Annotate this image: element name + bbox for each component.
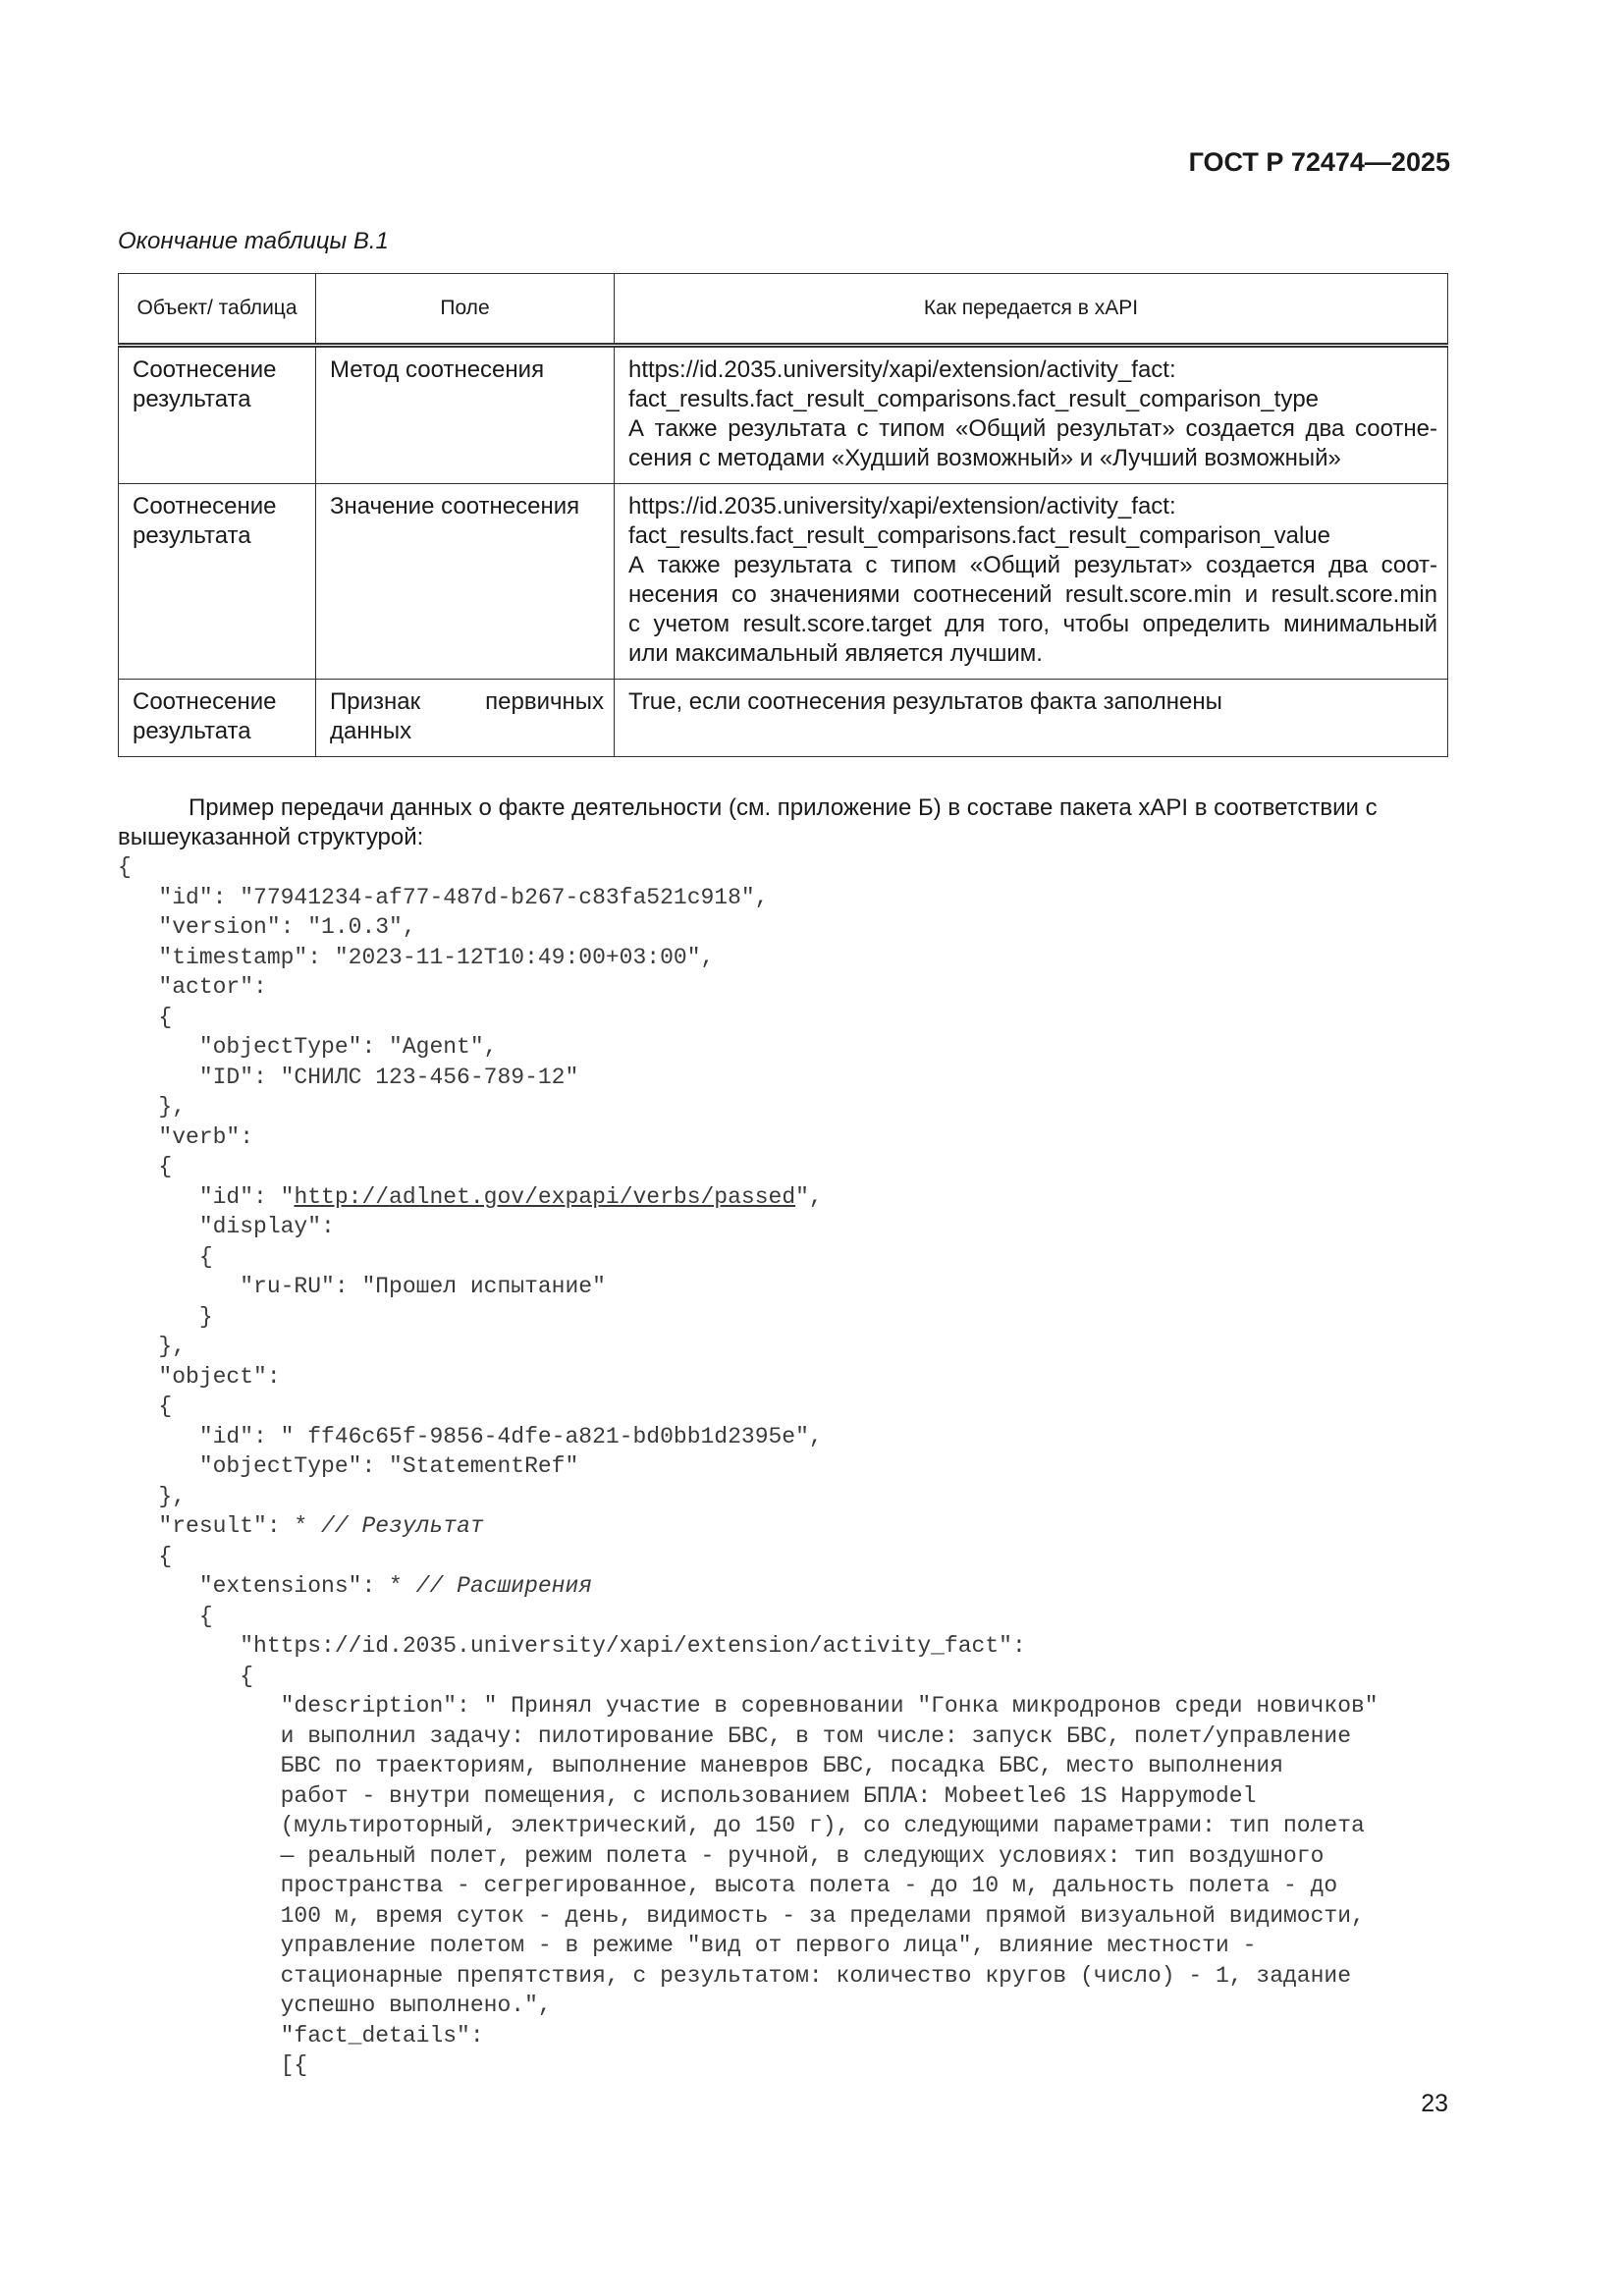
code-line: "verb": [118, 1123, 254, 1150]
cell-line: https://id.2035.university/xapi/extension/activity_fact: [628, 493, 1176, 519]
cell-line: результата [133, 386, 251, 412]
cell-line: Признак первичных [330, 688, 604, 715]
code-line: "id": " ff46c65f-9856-4dfe-a821-bd0bb1d2395e", [118, 1423, 823, 1449]
table-caption: Окончание таблицы В.1 [118, 228, 389, 254]
code-line: }, [118, 1483, 187, 1509]
cell-xapi [615, 346, 1448, 484]
code-line: "fact_details": [118, 2022, 484, 2049]
code-line: "display": [118, 1214, 335, 1239]
cell-line: Соотнесение [133, 356, 277, 383]
code-line: "object": [118, 1363, 281, 1390]
code-line: 100 м, время суток - день, видимость - за пределами прямой визуальной видимости, [118, 1902, 1365, 1929]
cell-line: Соотнесение [133, 688, 277, 715]
code-line: "description": " Принял участие в соревновании "Гонка микродронов среди новичков" [118, 1693, 1379, 1719]
code-line: { [118, 854, 132, 880]
cell-line: fact_results.fact_result_comparisons.fact_result_comparison_value [628, 522, 1331, 549]
header-object: Объект/ таблица [119, 274, 316, 346]
code-line: { [118, 1154, 173, 1179]
code-line: ", [795, 1183, 823, 1210]
table-row [119, 484, 1448, 680]
xapi-mapping-table [118, 273, 1448, 757]
code-line: [{ [118, 2052, 308, 2078]
header-field: Поле [316, 274, 615, 346]
cell-line: А также результата с типом «Общий результат» создается два соот- [628, 552, 1437, 578]
code-line: и выполнил задачу: пилотирование БВС, в том числе: запуск БВС, полет/управление [118, 1722, 1352, 1749]
cell-line: fact_results.fact_result_comparisons.fact_result_comparison_type [628, 386, 1320, 412]
code-line: "ID": "СНИЛС 123-456-789-12" [118, 1064, 579, 1090]
table-row [119, 346, 1448, 484]
code-line: "ru-RU": "Прошел испытание" [118, 1274, 606, 1299]
code-line: "timestamp": "2023-11-12T10:49:00+03:00", [118, 944, 715, 970]
code-line: работ - внутри помещения, с использованием БПЛА: Mobeetle6 1S Happymodel [118, 1782, 1257, 1809]
table-header-row [119, 274, 1448, 346]
cell-object [119, 680, 316, 757]
cell-field [316, 484, 615, 680]
table-row [119, 680, 1448, 757]
code-line: "version": "1.0.3", [118, 914, 416, 940]
cell-object [119, 484, 316, 680]
cell-line: несения со значениями соотнесений result.score.min и result.score.min [628, 581, 1437, 608]
code-line: — реальный полет, режим полета - ручной, в следующих условиях: тип воздушного [118, 1842, 1325, 1869]
code-line: управление полетом - в режиме "вид от первого лица", влияние местности - [118, 1933, 1257, 1958]
cell-line: результата [133, 718, 251, 744]
code-line: { [118, 1004, 173, 1030]
code-line: "id": " [118, 1183, 295, 1210]
cell-line: результата [133, 522, 251, 549]
code-line: { [118, 1603, 213, 1629]
code-line: "id": "77941234-af77-487d-b267-c83fa521c918", [118, 884, 769, 910]
cell-line: Значение соотнесения [330, 493, 580, 519]
code-line: "actor": [118, 974, 267, 1000]
code-line: стационарные препятствия, с результатом: количество кругов (число) - 1, задание [118, 1962, 1352, 1989]
cell-line: или максимальный является лучшим. [628, 640, 1043, 667]
json-code-block [118, 852, 1379, 2081]
code-line: }, [118, 1094, 187, 1120]
code-line: { [118, 1243, 213, 1270]
page-number: 23 [1421, 2090, 1448, 2117]
code-line: { [118, 1394, 173, 1419]
cell-line: Соотнесение [133, 493, 277, 519]
cell-object [119, 346, 316, 484]
code-line: { [118, 1663, 254, 1689]
code-line: БВС по траекториям, выполнение маневров БВС, посадка БВС, место выполнения [118, 1753, 1283, 1778]
code-comment: // Расширения [415, 1573, 593, 1599]
cell-xapi [615, 484, 1448, 680]
code-line: } [118, 1303, 213, 1330]
code-line: { [118, 1543, 173, 1569]
cell-line: True, если соотнесения результатов факта заполнены [628, 688, 1222, 715]
code-line: (мультироторный, электрический, до 150 г), со следующими параметрами: тип полета [118, 1813, 1365, 1838]
code-line: пространства - сегрегированное, высота полета - до 10 м, дальность полета - до [118, 1873, 1338, 1898]
code-comment: // Результат [321, 1513, 484, 1539]
standard-number: ГОСТ Р 72474—2025 [1188, 147, 1450, 177]
cell-line: А также результата с типом «Общий результат» создается два соотне- [628, 415, 1437, 442]
cell-line: данных [330, 718, 412, 744]
header-xapi: Как передается в xAPI [615, 274, 1448, 346]
verb-url-link[interactable]: http://adlnet.gov/expapi/verbs/passed [294, 1183, 796, 1210]
code-line: "https://id.2035.university/xapi/extension/activity_fact": [118, 1633, 1026, 1659]
code-line: "extensions": * [118, 1573, 416, 1599]
code-line: успешно выполнено.", [118, 1993, 552, 2018]
cell-field [316, 346, 615, 484]
cell-line: сения с методами «Худший возможный» и «Лучший возможный» [628, 445, 1341, 471]
cell-line: Метод соотнесения [330, 356, 545, 383]
cell-line: https://id.2035.university/xapi/extension/activity_fact: [628, 356, 1176, 383]
code-line: }, [118, 1334, 187, 1359]
cell-xapi [615, 680, 1448, 757]
cell-field [316, 680, 615, 757]
code-line: "result": * [118, 1513, 322, 1539]
cell-line: с учетом result.score.target для того, чтобы определить минимальный [628, 611, 1437, 637]
code-line: "objectType": "Agent", [118, 1034, 498, 1060]
code-line: "objectType": "StatementRef" [118, 1453, 579, 1479]
example-intro-paragraph: Пример передачи данных о факте деятельности (см. приложение Б) в составе пакета xAPI в соответствии с вышеуказанной структурой: [118, 794, 1378, 850]
